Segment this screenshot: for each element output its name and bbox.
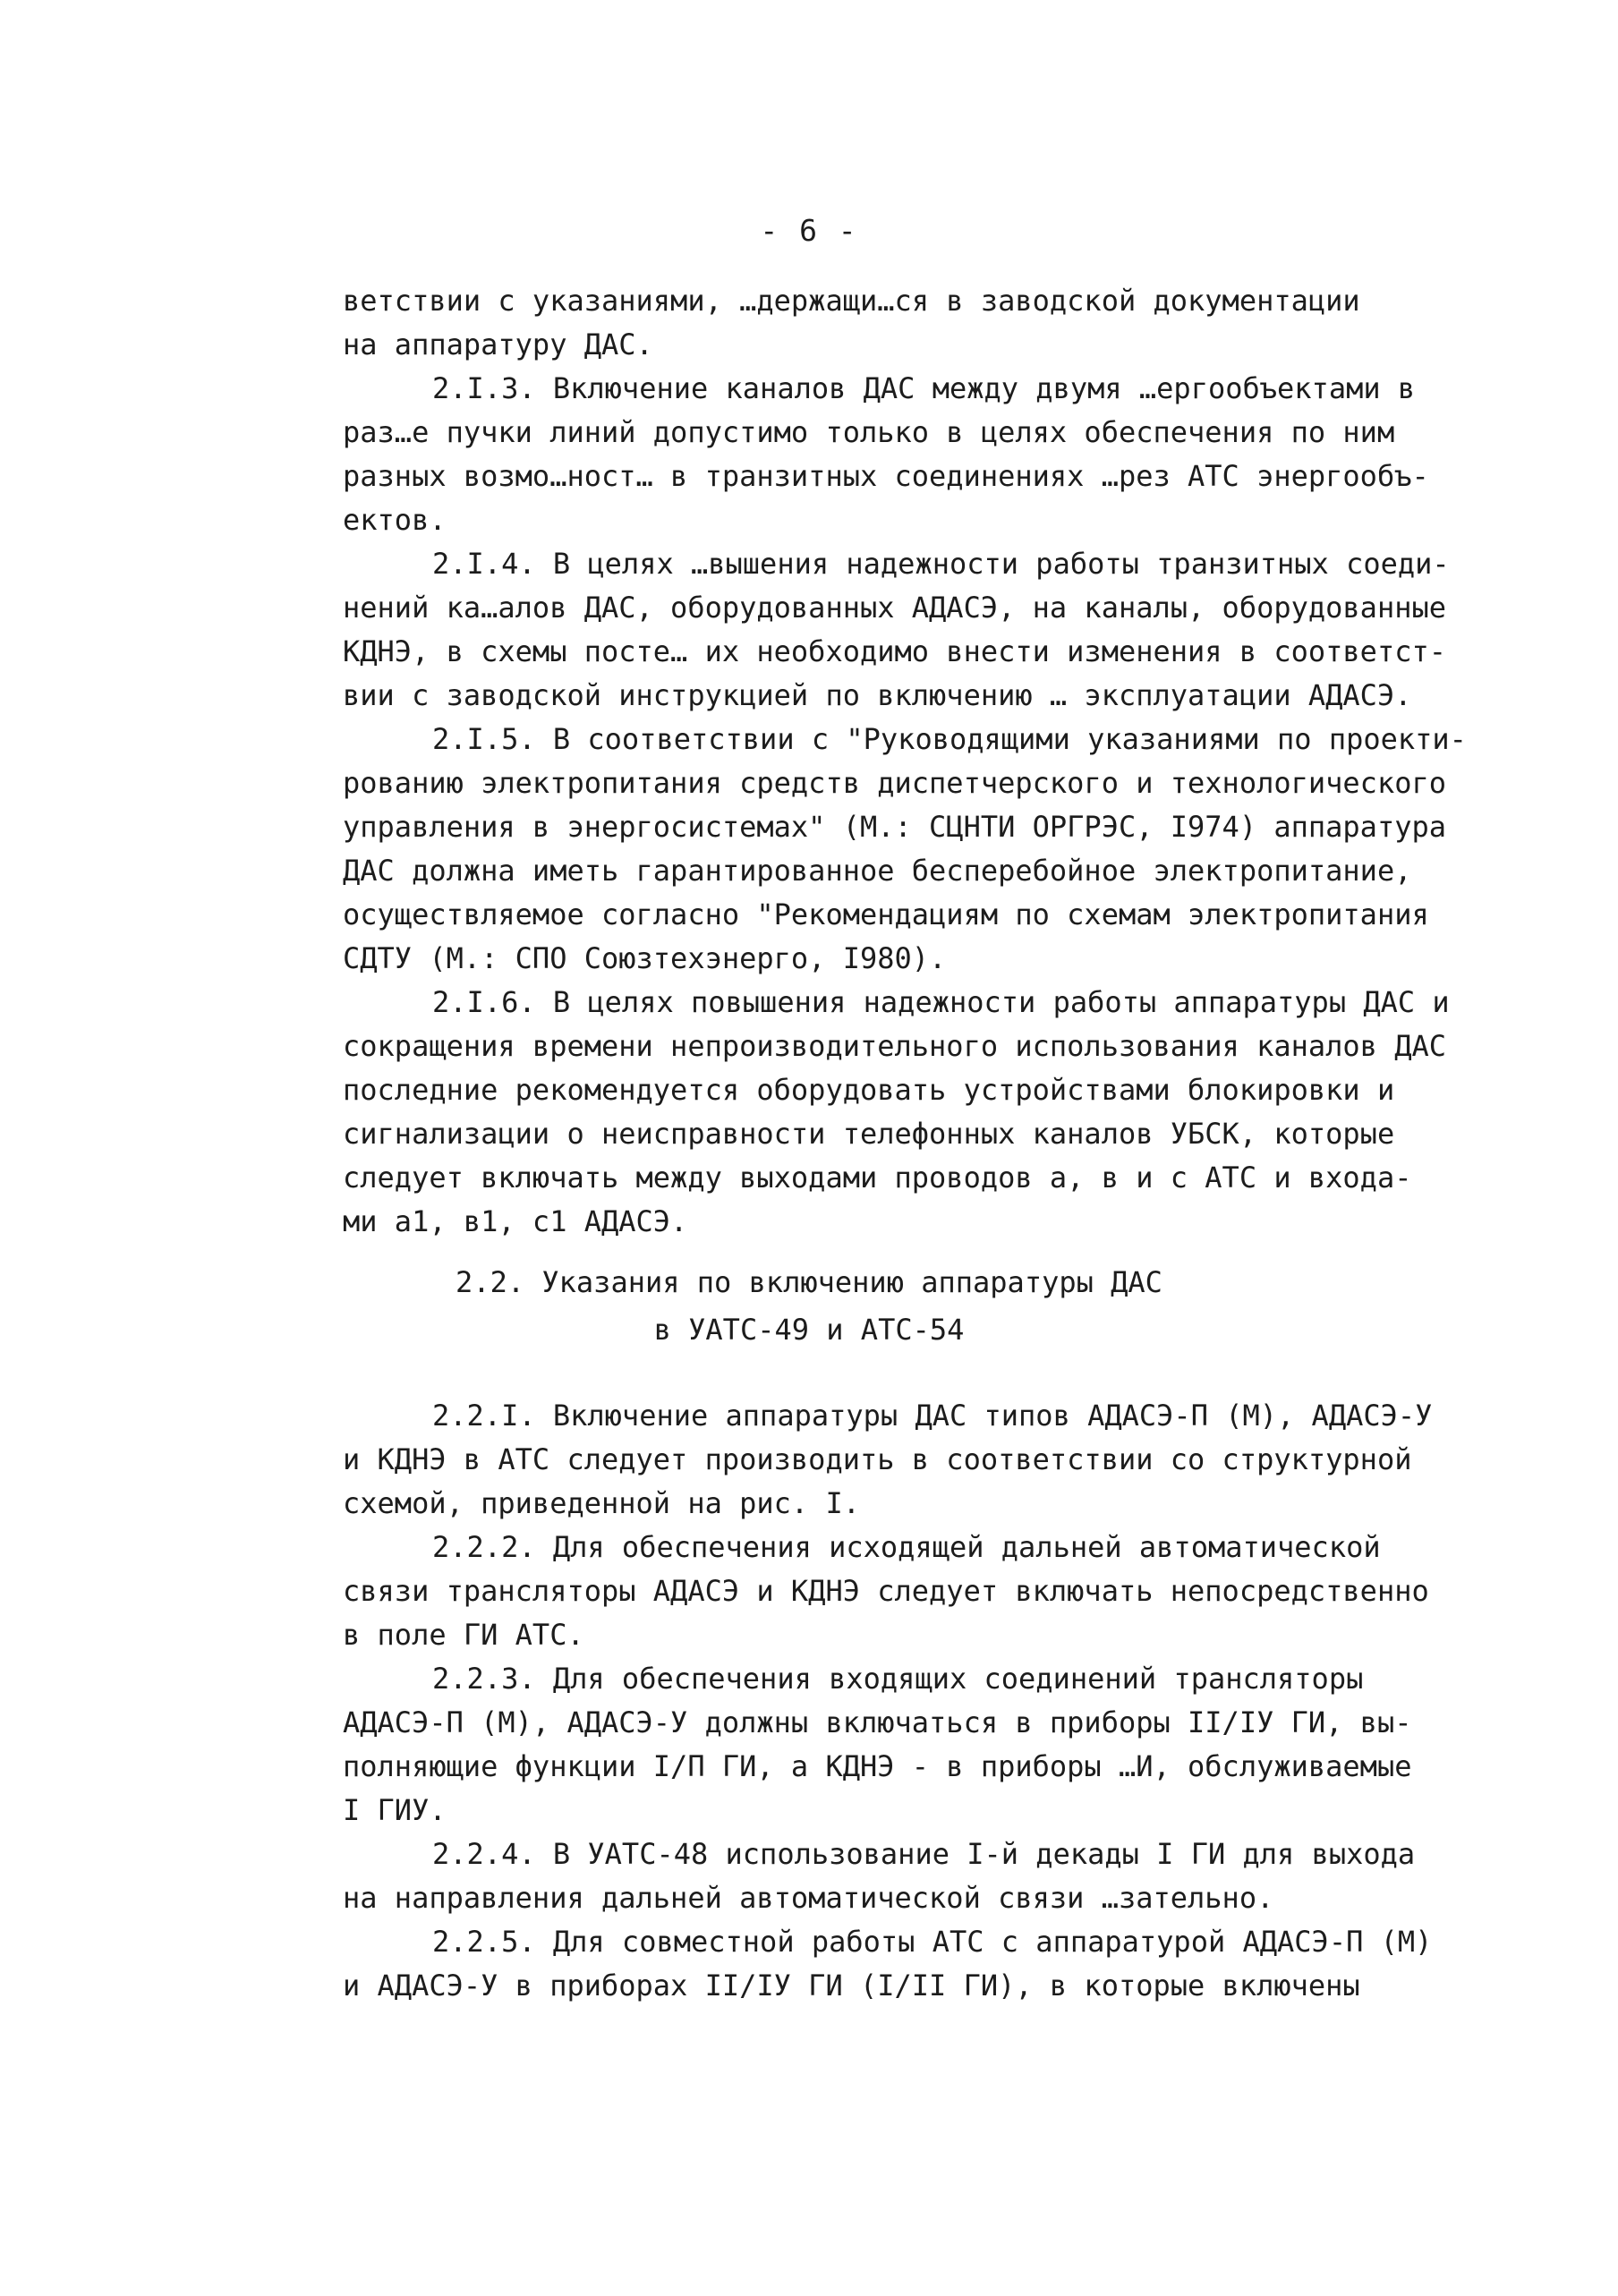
paragraph-2-1-4-start: 2.I.4. В целях …вышения надежности работы транзитных соеди- (432, 547, 1450, 581)
paragraph-2-2-5-start: 2.2.5. Для совместной работы АТС с аппаратурой АДАСЭ-П (М) (432, 1925, 1433, 1959)
text-line: ДАС должна иметь гарантированное бесперебойное электропитание, (343, 854, 1412, 888)
paragraph-2-2-1-start: 2.2.I. Включение аппаратуры ДАС типов АДАСЭ-П (М), АДАСЭ-У (432, 1399, 1433, 1433)
text-line: вии с заводской инструкцией по включению … эксплуатации АДАСЭ. (343, 678, 1412, 712)
text-line: ми a1, в1, c1 АДАСЭ. (343, 1204, 688, 1238)
paragraph-2-1-5-start: 2.I.5. В соответствии с "Руководящими указаниями по проекти- (432, 722, 1467, 756)
text-line: на направления дальней автоматической связи …зательно. (343, 1881, 1274, 1915)
text-line: последние рекомендуется оборудовать устройствами блокировки и (343, 1073, 1395, 1107)
text-line: нений ка…алов ДАС, оборудованных АДАСЭ, на каналы, оборудованные (343, 591, 1446, 625)
text-line: сигнализации о неисправности телефонных каналов УБСК, которые (343, 1117, 1395, 1151)
text-line: в поле ГИ АТС. (343, 1618, 584, 1652)
body-text-section-2-2 (343, 1394, 1533, 2008)
text-line: управления в энергосистемах" (М.: СЦНТИ ОРГРЭС, I974) аппаратура (343, 810, 1446, 844)
text-line: связи трансляторы АДАСЭ и КДНЭ следует включать непосредственно (343, 1574, 1429, 1608)
body-text-section-2-1 (343, 279, 1533, 1244)
text-line: следует включать между выходами проводов a, в и c АТС и входа- (343, 1161, 1412, 1195)
text-line: схемой, приведенной на рис. I. (343, 1486, 860, 1520)
text-line: ветствии с указаниями, …держащи…ся в заводской документации (343, 284, 1360, 318)
paragraph-2-2-4-start: 2.2.4. В УАТС-48 использование I-й декады I ГИ для выхода (432, 1837, 1416, 1871)
paragraph-2-2-3-start: 2.2.3. Для обеспечения входящих соединений трансляторы (432, 1662, 1364, 1696)
page-number: - 6 - (760, 213, 858, 248)
paragraph-2-1-6-start: 2.I.6. В целях повышения надежности работы аппаратуры ДАС и (432, 985, 1450, 1019)
text-line: на аппаратуру ДАС. (343, 327, 653, 361)
text-line: раз…е пучки линий допустимо только в целях обеспечения по ним (343, 415, 1395, 449)
text-line: и АДАСЭ-У в приборах II/IУ ГИ (I/II ГИ), в которые включены (343, 1969, 1360, 2003)
text-line: КДНЭ, в схемы посте… их необходимо внести изменения в соответст- (343, 634, 1446, 668)
text-line: полняющие функции I/П ГИ, а КДНЭ - в приборы …И, обслуживаемые (343, 1749, 1412, 1783)
text-line: рованию электропитания средств диспетчерского и технологического (343, 766, 1446, 800)
text-line: СДТУ (М.: СПО Союзтехэнерго, I980). (343, 941, 947, 975)
heading-line: 2.2. Указания по включению аппаратуры ДАС (456, 1265, 1162, 1299)
heading-line: в УАТС-49 и АТС-54 (653, 1313, 965, 1347)
text-line: сокращения времени непроизводительного использования каналов ДАС (343, 1029, 1446, 1063)
section-heading-2-2 (0, 1259, 1618, 1354)
text-line: I ГИУ. (343, 1793, 447, 1827)
paragraph-2-1-3-start: 2.I.3. Включение каналов ДАС между двумя …ергообъектами в (432, 371, 1416, 405)
text-line: и КДНЭ в АТС следует производить в соответствии со структурной (343, 1442, 1412, 1476)
text-line: ектов. (343, 503, 447, 537)
text-line: разных возмо…ност… в транзитных соединениях …рез АТС энергообъ- (343, 459, 1429, 493)
paragraph-2-2-2-start: 2.2.2. Для обеспечения исходящей дальней автоматической (432, 1530, 1381, 1564)
text-line: осуществляемое согласно "Рекомендациям по схемам электропитания (343, 897, 1429, 931)
text-line: АДАСЭ-П (М), АДАСЭ-У должны включаться в приборы II/IУ ГИ, вы- (343, 1705, 1412, 1739)
